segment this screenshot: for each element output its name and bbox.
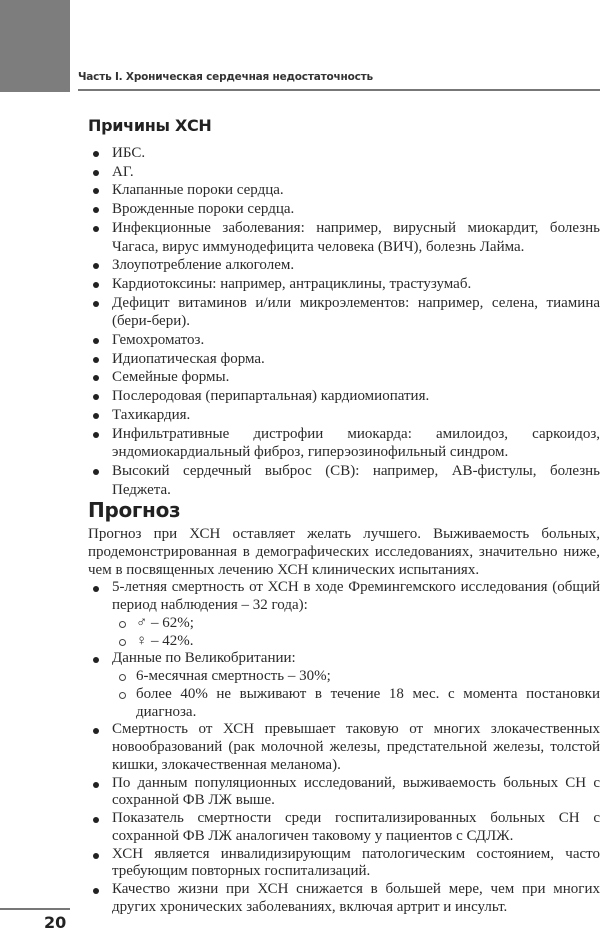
causes-list bbox=[88, 144, 600, 499]
sub-list-item: 6-месячная смертность – 30%; bbox=[112, 668, 600, 686]
list-item-text: Данные по Великобритании: bbox=[112, 650, 296, 667]
sub-list-item: ♂ – 62%; bbox=[112, 615, 600, 633]
list-item bbox=[88, 579, 600, 650]
list-item: Семейные формы. bbox=[88, 368, 600, 387]
list-item: ХСН является инвалидизирующим патологическим состоянием, часто требующим повторных госпитализаций. bbox=[88, 846, 600, 882]
list-item: По данным популяционных исследований, выживаемость больных СН с сохранной ФВ ЛЖ выше. bbox=[88, 775, 600, 811]
running-head: Часть I. Хроническая сердечная недостаточность bbox=[78, 71, 373, 83]
prognosis-section bbox=[88, 496, 600, 917]
list-item: Показатель смертности среди госпитализированных больных СН с сохранной ФВ ЛЖ аналогичен таковому у пациентов с СДЛЖ. bbox=[88, 810, 600, 846]
list-item: Инфильтративные дистрофии миокарда: амилоидоз, саркоидоз, эндомиокардиальный фиброз, гиперэозинофильный синдром. bbox=[88, 425, 600, 462]
list-item: Кардиотоксины: например, антрациклины, трастузумаб. bbox=[88, 275, 600, 294]
sub-list bbox=[112, 615, 600, 651]
causes-section bbox=[88, 114, 600, 499]
list-item: Смертность от ХСН превышает таковую от многих злокачественных новообразований (рак молочной железы, предстательной железы, толстой кишки, злокачественная меланома). bbox=[88, 721, 600, 774]
prognosis-list bbox=[88, 579, 600, 916]
list-item: Качество жизни при ХСН снижается в большей мере, чем при многих других хронических заболеваниях, включая артрит и инсульт. bbox=[88, 881, 600, 917]
list-item: АГ. bbox=[88, 163, 600, 182]
header-divider bbox=[78, 89, 600, 91]
prognosis-intro: Прогноз при ХСН оставляет желать лучшего. Выживаемость больных, продемонстрированная в демографических исследованиях, значительно ниже, чем в посвященных лечению ХСН клинических испытаниях. bbox=[88, 526, 600, 578]
sub-list-item: ♀ – 42%. bbox=[112, 633, 600, 651]
list-item bbox=[88, 650, 600, 721]
list-item: Врожденные пороки сердца. bbox=[88, 200, 600, 219]
list-item-text: 5-летняя смертность от ХСН в ходе Фремингемского исследования (общий период наблюдения – 32 года): bbox=[112, 579, 600, 613]
list-item: Тахикардия. bbox=[88, 406, 600, 425]
sub-list-item: более 40% не выживают в течение 18 мес. с момента постановки диагноза. bbox=[112, 686, 600, 722]
list-item: Высокий сердечный выброс (СВ): например, АВ-фистулы, болезнь Педжета. bbox=[88, 462, 600, 499]
list-item: Злоупотребление алкоголем. bbox=[88, 256, 600, 275]
list-item: Инфекционные заболевания: например, вирусный миокардит, болезнь Чагаса, вирус иммунодефицита человека (ВИЧ), болезнь Лайма. bbox=[88, 219, 600, 256]
list-item: Клапанные пороки сердца. bbox=[88, 181, 600, 200]
footer-divider bbox=[0, 908, 70, 910]
list-item: Гемохроматоз. bbox=[88, 331, 600, 350]
causes-heading: Причины ХСН bbox=[88, 116, 212, 135]
chapter-tab-block bbox=[0, 0, 70, 92]
sub-list bbox=[112, 668, 600, 721]
prognosis-heading: Прогноз bbox=[88, 498, 181, 522]
list-item: Идиопатическая форма. bbox=[88, 350, 600, 369]
list-item: Дефицит витаминов и/или микроэлементов: например, селена, тиамина (бери-бери). bbox=[88, 294, 600, 331]
page-number: 20 bbox=[44, 913, 67, 932]
list-item: ИБС. bbox=[88, 144, 600, 163]
list-item: Послеродовая (перипартальная) кардиомиопатия. bbox=[88, 387, 600, 406]
